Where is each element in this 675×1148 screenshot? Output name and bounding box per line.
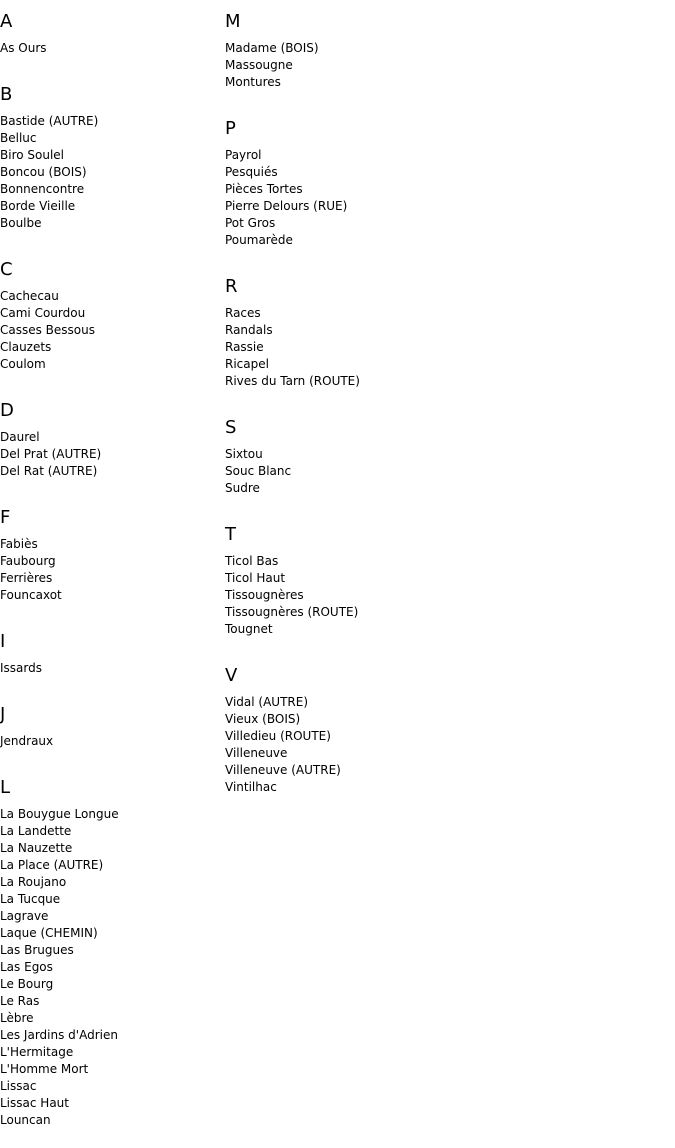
place-item-le-bourg: Le Bourg	[0, 977, 54, 991]
place-item-tissougneres-route: Tissougnères (ROUTE)	[225, 605, 359, 619]
place-list	[225, 147, 525, 249]
place-item-payrol: Payrol	[225, 148, 262, 162]
right-column	[225, 0, 525, 796]
place-item-ticol-bas: Ticol Bas	[225, 554, 279, 568]
letter-heading: R	[225, 276, 238, 297]
place-item-souc-blanc: Souc Blanc	[225, 464, 292, 478]
place-item-massougne: Massougne	[225, 58, 293, 72]
place-list	[225, 446, 525, 497]
left-column	[0, 0, 220, 1129]
letter-heading: T	[225, 524, 236, 545]
place-item-rives-du-tarn-route: Rives du Tarn (ROUTE)	[225, 374, 360, 388]
letter-group-r	[225, 275, 525, 390]
place-item-vieux-bois: Vieux (BOIS)	[225, 712, 301, 726]
place-list	[0, 113, 220, 232]
letter-group-c	[0, 258, 220, 373]
place-list	[225, 305, 525, 390]
place-item-l-hermitage: L'Hermitage	[0, 1045, 74, 1059]
place-item-la-tucque: La Tucque	[0, 892, 61, 906]
place-item-bonnencontre: Bonnencontre	[0, 182, 85, 196]
place-item-la-bouygue-longue: La Bouygue Longue	[0, 807, 119, 821]
place-item-sixtou: Sixtou	[225, 447, 263, 461]
place-item-villedieu-route: Villedieu (ROUTE)	[225, 729, 331, 743]
place-item-la-landette: La Landette	[0, 824, 72, 838]
letter-group-v	[225, 664, 525, 796]
place-item-la-place-autre: La Place (AUTRE)	[0, 858, 104, 872]
place-item-montures: Montures	[225, 75, 281, 89]
letter-group-d	[0, 399, 220, 480]
letter-heading: C	[0, 259, 13, 280]
place-item-bastide-autre: Bastide (AUTRE)	[0, 114, 99, 128]
place-item-laque-chemin: Laque (CHEMIN)	[0, 926, 98, 940]
place-item-ticol-haut: Ticol Haut	[225, 571, 286, 585]
place-item-louncan: Louncan	[0, 1113, 51, 1127]
letter-heading: S	[225, 417, 237, 438]
letter-heading: F	[0, 507, 11, 528]
place-item-ferrieres: Ferrières	[0, 571, 53, 585]
place-item-lissac: Lissac	[0, 1079, 37, 1093]
place-item-belluc: Belluc	[0, 131, 37, 145]
place-item-issards: Issards	[0, 661, 42, 675]
place-list	[0, 288, 220, 373]
place-item-las-brugues: Las Brugues	[0, 943, 74, 957]
place-item-rassie: Rassie	[225, 340, 264, 354]
letter-heading: L	[0, 777, 11, 798]
letter-heading: D	[0, 400, 14, 421]
letter-group-a	[0, 10, 220, 57]
letter-group-l	[0, 776, 220, 1129]
place-item-pesquies: Pesquiés	[225, 165, 278, 179]
letter-group-p	[225, 117, 525, 249]
place-list	[225, 40, 525, 91]
place-item-del-prat-autre: Del Prat (AUTRE)	[0, 447, 102, 461]
place-item-casses-bessous: Casses Bessous	[0, 323, 96, 337]
place-item-lissac-haut: Lissac Haut	[0, 1096, 69, 1110]
letter-group-b	[0, 83, 220, 232]
place-item-tissougneres: Tissougnères	[225, 588, 304, 602]
place-item-madame-bois: Madame (BOIS)	[225, 41, 319, 55]
letter-group-t	[225, 523, 525, 638]
place-list	[0, 536, 220, 604]
place-list	[225, 553, 525, 638]
letter-heading: B	[0, 84, 13, 105]
place-item-las-egos: Las Egos	[0, 960, 53, 974]
place-item-boncou-bois: Boncou (BOIS)	[0, 165, 87, 179]
place-item-borde-vieille: Borde Vieille	[0, 199, 76, 213]
place-item-poumarede: Poumarède	[225, 233, 293, 247]
letter-heading: J	[0, 704, 6, 725]
place-item-randals: Randals	[225, 323, 273, 337]
place-item-biro-soulel: Biro Soulel	[0, 148, 65, 162]
place-item-faubourg: Faubourg	[0, 554, 56, 568]
place-list	[225, 694, 525, 796]
place-item-l-homme-mort: L'Homme Mort	[0, 1062, 89, 1076]
place-item-vidal-autre: Vidal (AUTRE)	[225, 695, 309, 709]
place-item-clauzets: Clauzets	[0, 340, 52, 354]
place-item-as-ours: As Ours	[0, 41, 47, 55]
place-item-ricapel: Ricapel	[225, 357, 269, 371]
place-item-tougnet: Tougnet	[225, 622, 273, 636]
letter-group-s	[225, 416, 525, 497]
place-item-lebre: Lèbre	[0, 1011, 34, 1025]
place-item-jendraux: Jendraux	[0, 734, 54, 748]
place-item-coulom: Coulom	[0, 357, 46, 371]
place-item-boulbe: Boulbe	[0, 216, 42, 230]
place-item-pierre-delours-rue: Pierre Delours (RUE)	[225, 199, 348, 213]
place-item-la-nauzette: La Nauzette	[0, 841, 73, 855]
letter-heading: A	[0, 11, 13, 32]
letter-group-i	[0, 630, 220, 677]
place-item-races: Races	[225, 306, 261, 320]
place-item-pot-gros: Pot Gros	[225, 216, 276, 230]
letter-heading: I	[0, 631, 6, 652]
place-item-villeneuve-autre: Villeneuve (AUTRE)	[225, 763, 341, 777]
letter-group-f	[0, 506, 220, 604]
place-list	[0, 660, 220, 677]
place-item-lagrave: Lagrave	[0, 909, 49, 923]
place-item-founcaxot: Founcaxot	[0, 588, 62, 602]
place-item-cachecau: Cachecau	[0, 289, 59, 303]
place-item-daurel: Daurel	[0, 430, 40, 444]
place-item-sudre: Sudre	[225, 481, 260, 495]
place-item-la-roujano: La Roujano	[0, 875, 67, 889]
place-item-del-rat-autre: Del Rat (AUTRE)	[0, 464, 98, 478]
letter-group-j	[0, 703, 220, 750]
place-item-cami-courdou: Cami Courdou	[0, 306, 86, 320]
place-item-fabies: Fabiès	[0, 537, 38, 551]
letter-heading: M	[225, 11, 241, 32]
place-item-le-ras: Le Ras	[0, 994, 40, 1008]
place-item-villeneuve: Villeneuve	[225, 746, 288, 760]
letter-heading: V	[225, 665, 238, 686]
place-list	[0, 806, 220, 1129]
letter-heading: P	[225, 118, 236, 139]
place-list	[0, 733, 220, 750]
place-list	[0, 40, 220, 57]
place-item-les-jardins-d-adrien: Les Jardins d'Adrien	[0, 1028, 118, 1042]
place-item-vintilhac: Vintilhac	[225, 780, 277, 794]
place-list	[0, 429, 220, 480]
letter-group-m	[225, 10, 525, 91]
place-item-pieces-tortes: Pièces Tortes	[225, 182, 303, 196]
